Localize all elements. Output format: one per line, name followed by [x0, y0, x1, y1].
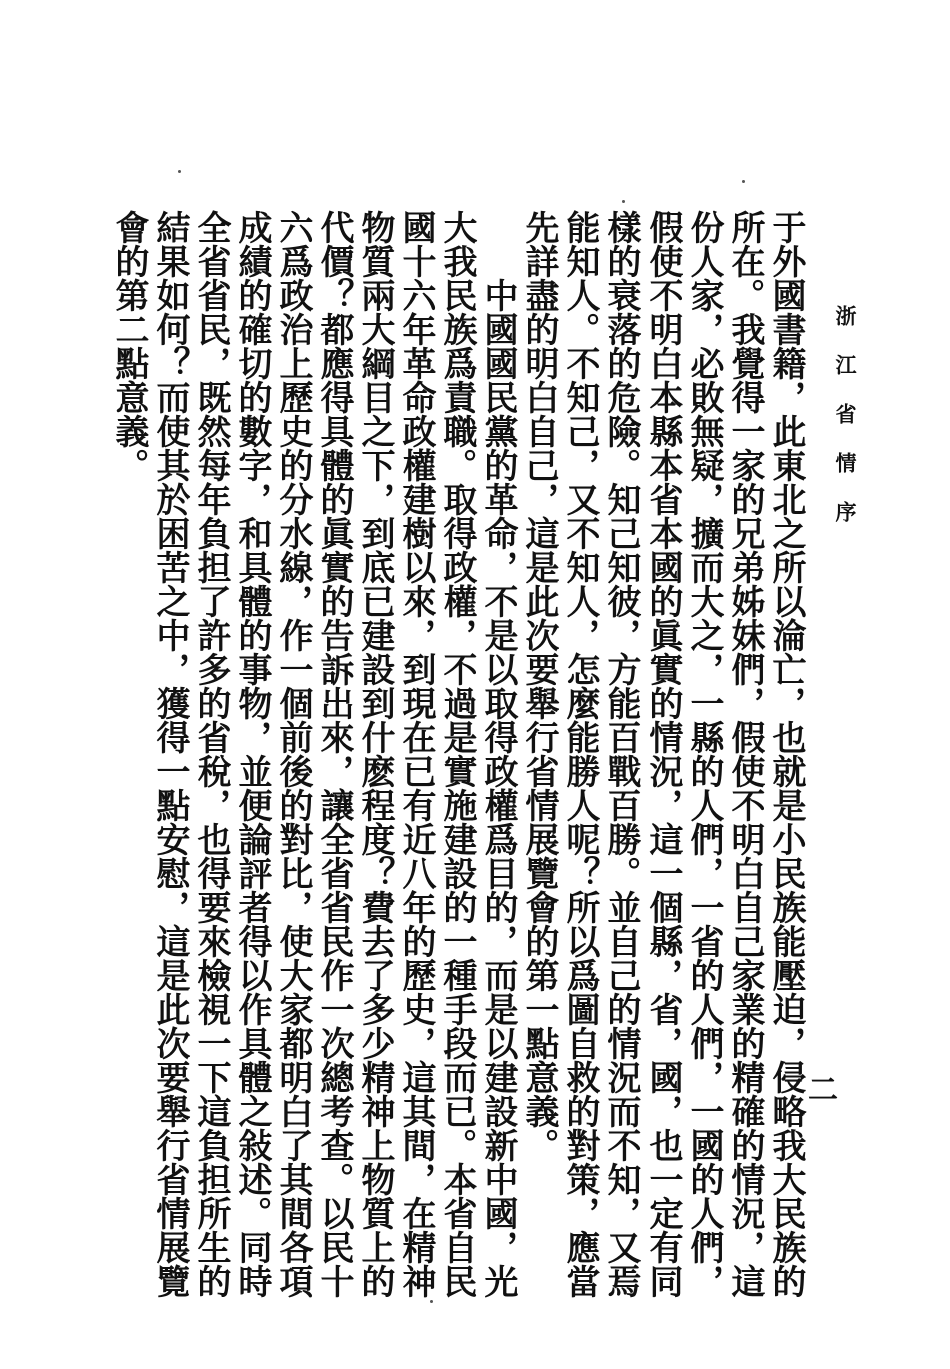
text-column-11: 物質兩大綱目之下，到底已建設到什麽程度？費去了多少精神上物質上的: [355, 210, 395, 1298]
text-column-12: 代價？都應得具體的眞實的告訴出來，讓全省省民作一次總考查。以民十: [314, 210, 354, 1298]
text-column-13: 六爲政治上歷史的分水線，作一個前後的對比，使大家都明白了其間各項: [273, 210, 313, 1298]
text-column-4: 假使不明白本縣本省本國的眞實的情況，這一個縣，省，國，也一定有同: [643, 210, 683, 1298]
text-column-14: 成績的確切的數字，和具體的事物，並便論評者得以作具體之敍述。同時: [232, 210, 272, 1298]
text-column-2: 所在。我覺得一家的兄弟姊妹們，假使不明白自己家業的精確的情況，這: [725, 210, 765, 1298]
text-column-7: 先詳盡的明白自己，這是此次要舉行省情展覽會的第一點意義。: [519, 210, 559, 1162]
scan-speck: [742, 180, 745, 183]
text-column-17: 會的第二點意義。: [109, 210, 149, 482]
text-column-9: 大我民族爲責職。取得政權，不過是實施建設的一種手段而已。本省自民: [437, 210, 477, 1298]
text-column-6: 能知人。不知己，又不知人，怎麼能勝人呢？所以爲圖自救的對策，應當: [560, 210, 600, 1298]
text-column-10: 國十六年革命政權建樹以來，到現在已有近八年的歷史，這其間，在精神: [396, 210, 436, 1298]
page-number: 二: [808, 1073, 838, 1108]
scan-speck: [622, 200, 625, 203]
text-column-8: 中國國民黨的革命，不是以取得政權爲目的，而是以建設新中國，光: [478, 210, 518, 1298]
running-header: 浙江省情序: [833, 305, 858, 550]
scan-speck: [178, 170, 181, 173]
text-column-16: 結果如何？而使其於困苦之中，獲得一點安慰，這是此次要舉行省情展覽: [150, 210, 190, 1298]
scan-speck: [430, 1300, 433, 1303]
text-column-5: 樣的衰落的危險。知己知彼，方能百戰百勝。並自己的情況而不知，又焉: [601, 210, 641, 1298]
text-column-3: 份人家，必敗無疑，擴而大之，一縣的人們，一省的人們，一國的人們，: [684, 210, 724, 1298]
text-column-15: 全省省民，既然每年負担了許多的省稅，也得要來檢視一下這負担所生的: [191, 210, 231, 1298]
text-column-1: 于外國書籍，此東北之所以淪亡，也就是小民族能壓迫，侵略我大民族的: [766, 210, 806, 1298]
